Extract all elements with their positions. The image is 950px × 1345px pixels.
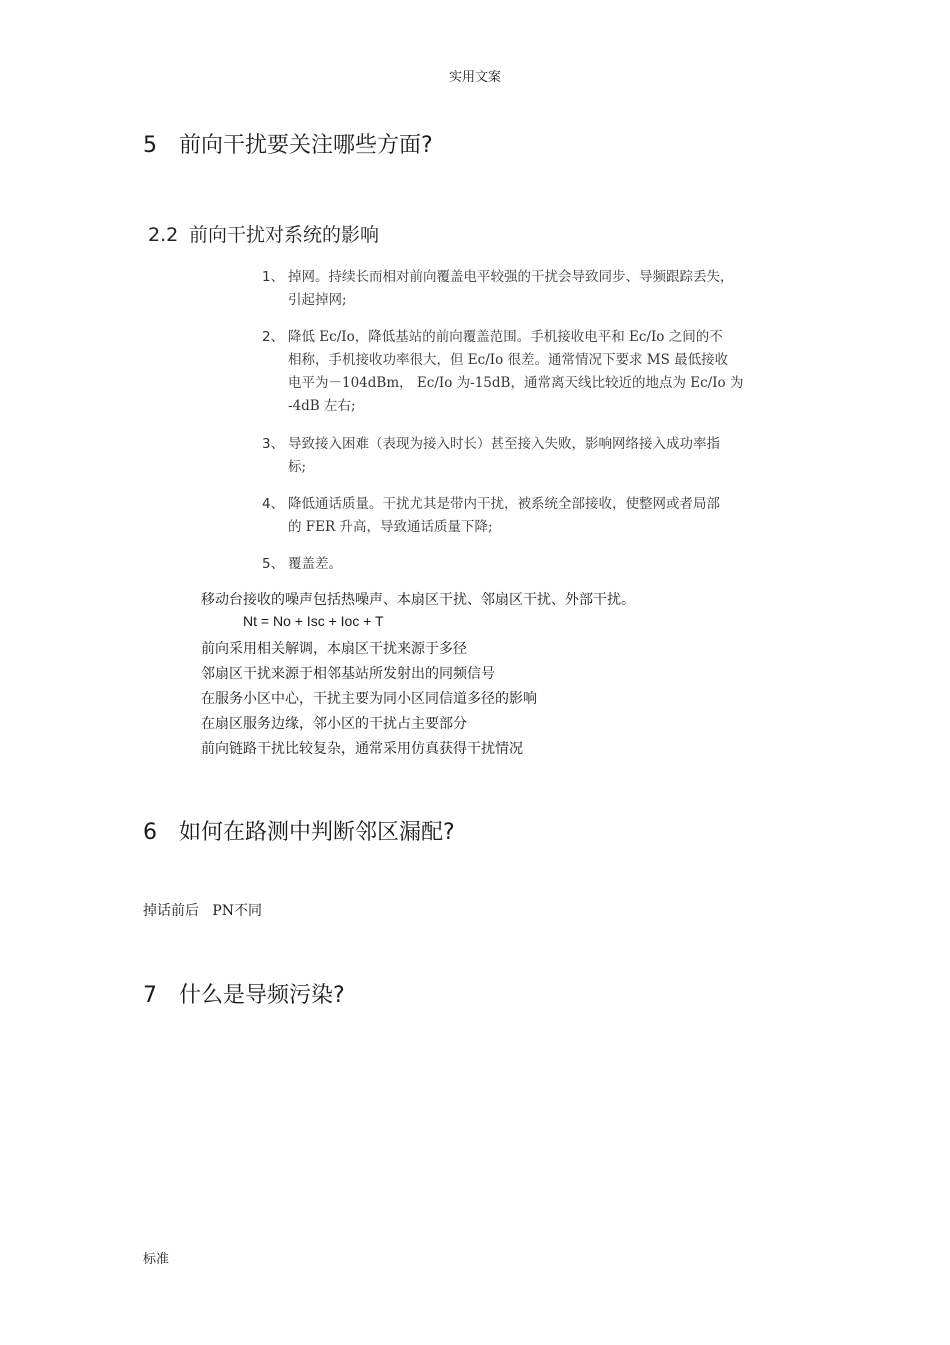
section-number: 7 [143,983,157,1008]
item-text: 导致接入困难（表现为接入时长）甚至接入失败，影响网络接入成功率指 标; [288,436,720,475]
item-number: 5、 [262,556,285,572]
item-number: 4、 [262,496,285,512]
note-line: 在服务小区中心，干扰主要为同小区同信道多径的影响 [201,691,537,707]
section-number: 5 [143,133,157,158]
item-number: 1、 [262,269,285,285]
impact-item [262,266,748,312]
note-line: 邻扇区干扰来源于相邻基站所发射出的同频信号 [201,666,495,682]
section-title: 前向干扰要关注哪些方面? [179,133,433,158]
page-footer: 标准 [143,1252,170,1267]
impact-item [262,553,748,576]
note-line: 移动台接收的噪声包括热噪声、本扇区干扰、邻扇区干扰、外部干扰。 [201,592,635,608]
subsection-number: 2.2 [148,224,179,246]
item-text: 覆盖差。 [288,556,342,572]
section-number: 6 [143,820,157,845]
section-6-heading [143,815,455,846]
item-text: 掉网。持续长而相对前向覆盖电平较强的干扰会导致同步、导频跟踪丢失， 引起掉网; [288,269,734,308]
noise-formula: Nt = No + Isc + Ioc + T [243,613,384,629]
item-number: 3、 [262,436,285,452]
note-line: 前向采用相关解调，本扇区干扰来源于多径 [201,641,467,657]
item-text: 降低通话质量。干扰尤其是带内干扰，被系统全部接收，使整网或者局部 的 FER 升高，导致通话质量下降; [288,496,720,535]
impact-item [262,493,748,539]
subsection-heading [148,220,379,247]
impact-item [262,433,748,479]
item-number: 2、 [262,329,285,345]
note-line: 在扇区服务边缘，邻小区的干扰占主要部分 [201,716,467,732]
section-6-answer: 掉话前后 PN不同 [143,903,263,919]
note-line: 前向链路干扰比较复杂，通常采用仿真获得干扰情况 [201,741,523,757]
page-header: 实用文案 [448,70,501,85]
section-title: 什么是导频污染? [179,983,345,1008]
section-title: 如何在路测中判断邻区漏配? [179,820,455,845]
impact-item [262,326,748,418]
section-7-heading [143,978,345,1009]
subsection-title: 前向干扰对系统的影响 [189,224,380,246]
section-5-heading [143,128,433,159]
item-text: 降低 Ec/Io，降低基站的前向覆盖范围。手机接收电平和 Ec/Io 之间的不 相称，手机接收功率很大，但 Ec/Io 很差。通常情况下要求 MS 最低接收 电平为－104dBm， Ec/Io 为-15dB，通常离天线比较近的地点为 Ec/Io 为 -4dB 左右; [288,329,744,414]
